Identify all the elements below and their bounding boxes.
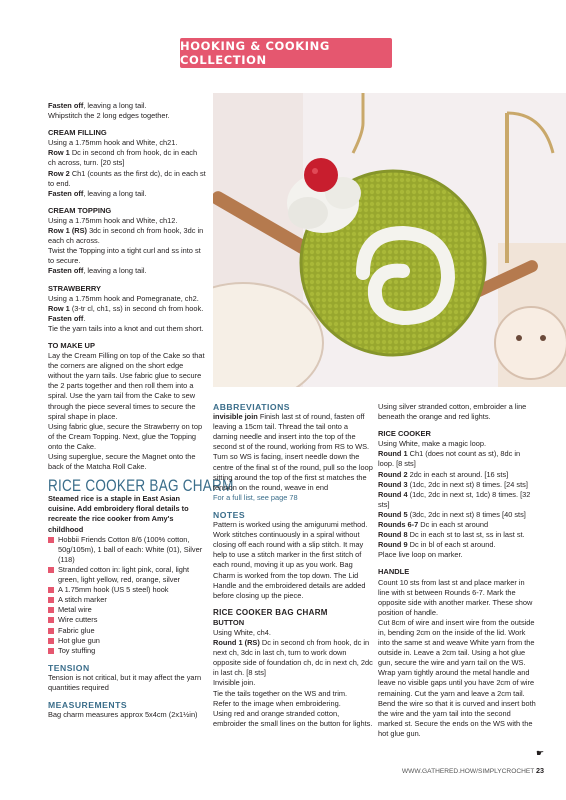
to-make-up-heading: TO MAKE UP <box>48 340 95 350</box>
right-intro: Using silver stranded cotton, embroider a line beneath the orange and red lights. <box>378 402 527 422</box>
right-column: Using silver stranded cotton, embroider a line beneath the orange and red lights. RICE COOKER Using White, make a magic loop. Round 1 Ch1 (does not count as st), 8dc in loop. [8 sts] Round 2 2dc in each st around. [16 sts] Round 3 (1dc, 2dc in next st) 8 times. [24 sts] Round 4 (1dc, 2dc in next st, 1dc) 8 times. [32 sts] Round 5 (3dc, 2dc in next st) 8 times [40 sts] Rounds 6-7 Dc in each st around Round 8 Dc in each st to last st, ss in last st. Round 9 Dc in bl of each st around. Place live loop on marker. HANDLE Count 10 sts from last st and place marker in line with st between Rounds 6-7. Mark the opposite side with another marker. These show position of handle. Cut 8cm of wire and insert wire from the outside in, bending 2cm on the inside of the lid. Work into the same st and weave White yarn from the outside in. Leave a 2cm tail. Using a hot glue gun, secure the wire and yarn tail on the WS. Wrap yarn tightly around the metal handle and leave no visible gaps until you have 2cm of wire remaining. Cut the yarn and leave a 2cm tail. Bend the wire so that it is curved and insert both the wire and the yarn tail into the second marked st. Secure the ends on the WS with the hot glue gun. <box>378 402 536 738</box>
section-banner <box>180 38 392 68</box>
footer-url: WWW.GATHERED.HOW/SIMPLYCROCHET <box>401 768 535 775</box>
photo-illustration <box>213 93 566 387</box>
materials-list-item: Stranded cotton in: light pink, coral, light green, light yellow, red, orange, silver <box>48 565 206 585</box>
materials-list-item: A stitch marker <box>48 595 206 605</box>
rice-cooker-heading: RICE COOKER <box>378 429 431 439</box>
abbreviations-heading: ABBREVIATIONS <box>213 402 291 412</box>
abbreviations-text: invisible join Finish last st of round, fasten off leaving a 15cm tail. Thread the tail onto a darning needle and insert into the top of the second st of the round, working from RS to WS. Turn so WS is facing, insert needle down the centre of the final st of the round, pull so the loop sitting around the top of the first st matches the tension on the round, weave in end <box>213 412 373 492</box>
materials-list-item: Wire cutters <box>48 615 206 625</box>
cream-topping-heading: CREAM TOPPING <box>48 205 112 215</box>
intro-block: Fasten off, leaving a long tail. Whipstitch the 2 long edges together. <box>48 101 170 121</box>
strawberry-section: STRAWBERRY Using a 1.75mm hook and Pomegranate, ch2. Row 1 (3-tr cl, ch1, ss) in second ch from hook. Fasten off. Tie the yarn tails into a knot and cut them short. <box>48 284 206 334</box>
cream-topping-section: CREAM TOPPING Using a 1.75mm hook and White, ch12. Row 1 (RS) 3dc in second ch from hook, 3dc in each ch across. Twist the Topping into a tight curl and ss into st to secure. Fasten off, leaving a long tail. <box>48 206 206 277</box>
tension-text: Tension is not critical, but it may affect the yarn quantities required <box>48 672 202 692</box>
to-make-up-section: TO MAKE UP Lay the Cream Filling on top of the Cake so that the corners are aligned on the short edge without the yarn tails. Use fabric glue to secure the 2 parts together and then roll them into a spiral. Use the yarn tail from the Cake to sew through the piece several times to secure the spiral shape in place. Using fabric glue, secure the Strawberry on top of the Cream Topping. Next, glue the Topping onto the Cake. Using superglue, secure the Magnet onto the back of the Matcha Roll Cake. <box>48 340 205 472</box>
button-heading: BUTTON <box>213 617 245 627</box>
materials-list <box>48 535 206 656</box>
materials-list-item: Hot glue gun <box>48 636 206 646</box>
rice-cooker-pattern-heading: RICE COOKER BAG CHARM <box>213 607 328 617</box>
continue-arrow-icon: ☛ <box>536 748 545 758</box>
materials-list-item: Fabric glue <box>48 626 206 636</box>
notes-text: Pattern is worked using the amigurumi method. Work stitches continuously in a spiral without closing off each round with a slip stitch. It may help to use a stitch marker in the first stitch of each round, moving it up as you work. Bag Charm is worked from the top down. The Lid Handle and the embroidered details are added before closing up the piece. <box>213 520 368 600</box>
tension-heading: TENSION <box>48 662 90 673</box>
matcha-roll-photo <box>213 93 566 387</box>
watermark: PassionForum.ru <box>478 785 562 796</box>
cream-filling-section: CREAM FILLING Using a 1.75mm hook and White, ch21. Row 1 Dc in second ch from hook, dc in each ch across, turn. [20 sts] Row 2 Ch1 (counts as the first dc), dc in each st to end. Fasten off, leaving a long tail. <box>48 128 206 198</box>
rice-cooker-intro: Steamed rice is a staple in East Asian cuisine. Add embroidery floral details to recreate the rice cooker from Amy's childhood <box>48 494 189 534</box>
banner-title: HOOKING & COOKING COLLECTION <box>180 39 330 67</box>
materials-list-item: Metal wire <box>48 605 206 615</box>
abbreviations-link[interactable]: For a full list, see page 78 <box>213 492 298 502</box>
measurements-text: Bag charm measures approx 5x4cm (2x1½in) <box>48 710 198 720</box>
cream-filling-heading: CREAM FILLING <box>48 128 107 138</box>
rice-cooker-title: RICE COOKER BAG CHARM <box>48 477 234 496</box>
strawberry-heading: STRAWBERRY <box>48 283 102 293</box>
page-footer <box>402 766 544 775</box>
middle-column: ABBREVIATIONS invisible join Finish last st of round, fasten off leaving a 15cm tail. Thread the tail onto a darning needle and insert into the top of the second st of the round, working from RS to WS. Turn so WS is facing, insert needle down the centre of the final st of the round, pull so the loop sitting around the top of the first st matches the tension on the round, weave in end For a full list, see page 78 NOTES Pattern is worked using the amigurumi method. Work stitches continuously in a spiral without closing off each round with a slip stitch. It may help to use a stitch marker in the first stitch of each round, moving it up as you work. Bag Charm is worked from the top down. The Lid Handle and the embroidered details are added before closing up the piece. RICE COOKER BAG CHARM BUTTON Using White, ch4. Round 1 (RS) Dc in second ch from hook, dc in next ch, 3dc in last ch, turn to work down opposite side of foundation ch, dc in next ch, 2dc in last ch. [8 sts] Invisible join. Tie the tails together on the WS and trim. Refer to the image when embroidering. Using red and orange stranded cotton, embroider the small lines on the button for lights. <box>213 402 373 728</box>
notes-heading: NOTES <box>213 509 246 520</box>
page-number: 23 <box>536 766 544 775</box>
materials-list-item: Hobbii Friends Cotton 8/6 (100% cotton, 50g/105m), 1 ball of each: White (01), Silver (118) <box>48 535 206 565</box>
materials-list-item: A 1.75mm hook (US 5 steel) hook <box>48 585 206 595</box>
measurements-heading: MEASUREMENTS <box>48 700 128 711</box>
materials-list-item: Toy stuffing <box>48 646 206 656</box>
handle-heading: HANDLE <box>378 567 410 577</box>
